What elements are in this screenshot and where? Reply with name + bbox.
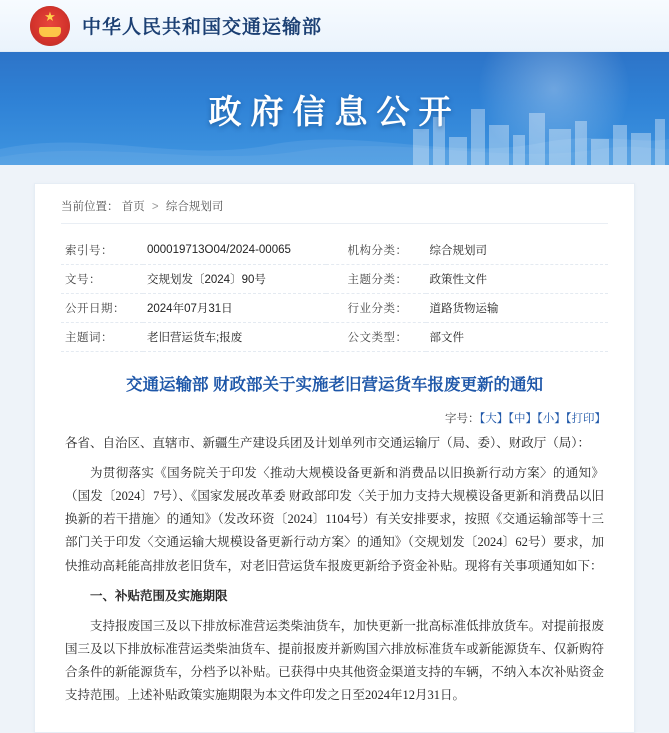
meta-value-docnum: 交规划发〔2024〕90号 [143, 265, 326, 294]
table-row [61, 294, 608, 323]
meta-value-topic: 政策性文件 [426, 265, 609, 294]
page-title: 交通运输部 财政部关于实施老旧营运货车报废更新的通知 [125, 376, 544, 394]
meta-label-index: 索引号： [61, 236, 143, 265]
page-banner [0, 52, 669, 165]
national-emblem-icon [30, 6, 70, 46]
table-row [61, 323, 608, 352]
breadcrumb [61, 198, 608, 224]
font-size-toolbar [61, 410, 608, 426]
meta-label-publishdate: 公开日期： [61, 294, 143, 323]
meta-label-docnum: 文号： [61, 265, 143, 294]
font-size-medium-button[interactable]: 【中】 [508, 412, 537, 425]
font-size-small-button[interactable]: 【小】 [537, 412, 566, 425]
meta-value-keywords: 老旧营运货车;报废 [143, 323, 326, 352]
meta-value-industry: 道路货物运输 [426, 294, 609, 323]
meta-label-topic: 主题分类： [326, 265, 426, 294]
article-body [61, 432, 608, 707]
table-row [61, 265, 608, 294]
breadcrumb-separator: > [151, 201, 159, 213]
content-card [34, 183, 635, 733]
article-paragraph-recipients: 各省、自治区、直辖市、新疆生产建设兵团及计划单列市交通运输厅（局、委）、财政厅（局）： [65, 435, 591, 450]
font-size-label: 字号： [445, 412, 480, 425]
print-button[interactable]: 【打印】 [565, 412, 606, 425]
banner-title: 政府信息公开 [208, 95, 461, 131]
meta-label-doctype: 公文类型： [326, 323, 426, 352]
font-size-large-button[interactable]: 【大】 [479, 412, 509, 425]
site-title: 中华人民共和国交通运输部 [82, 17, 323, 38]
breadcrumb-prefix: 当前位置： [61, 201, 119, 213]
meta-label-org: 机构分类： [326, 236, 426, 265]
meta-label-keywords: 主题词： [61, 323, 143, 352]
site-header [0, 0, 669, 52]
table-row [61, 236, 608, 265]
meta-value-publishdate: 2024年07月31日 [143, 294, 326, 323]
meta-value-index: 000019713O04/2024-00065 [143, 236, 326, 265]
article-paragraph-preamble: 为贯彻落实《国务院关于印发〈推动大规模设备更新和消费品以旧换新行动方案〉的通知》（国发〔2024〕7号）、《国家发展改革委 财政部印发〈关于加力支持大规模设备更新和消费品以旧换新的若干措施〉的通知》（发改环资〔2024〕1104号）有关安排要求，按照《交通运输部等十三部门关于印发〈交通运输大规模设备更新行动方案〉的通知》（交规划发〔2024〕62号）要求，加快推动高耗能高排放老旧货车，对老旧营运货车报废更新给予资金补贴。现将有关事项通知如下： [65, 466, 604, 573]
breadcrumb-current-link[interactable]: 综合规划司 [165, 201, 224, 213]
article-section-heading-1: 一、补贴范围及实施期限 [90, 588, 228, 603]
document-meta-table [61, 236, 608, 352]
breadcrumb-home-link[interactable]: 首页 [121, 201, 145, 213]
page-wrap [0, 165, 669, 733]
article-paragraph-scope: 支持报废国三及以下排放标准营运类柴油货车，加快更新一批高标准低排放货车。对提前报废国三及以下排放标准营运类柴油货车、提前报废并新购国六排放标准货车或新能源货车、仅新购符合条件的新能源货车，分档予以补贴。已获得中央其他资金渠道支持的车辆，不纳入本次补贴资金支持范围。上述补贴政策实施期限为本文件印发之日至2024年12月31日。 [65, 618, 604, 703]
meta-value-org: 综合规划司 [426, 236, 609, 265]
meta-value-doctype: 部文件 [426, 323, 609, 352]
meta-label-industry: 行业分类： [326, 294, 426, 323]
